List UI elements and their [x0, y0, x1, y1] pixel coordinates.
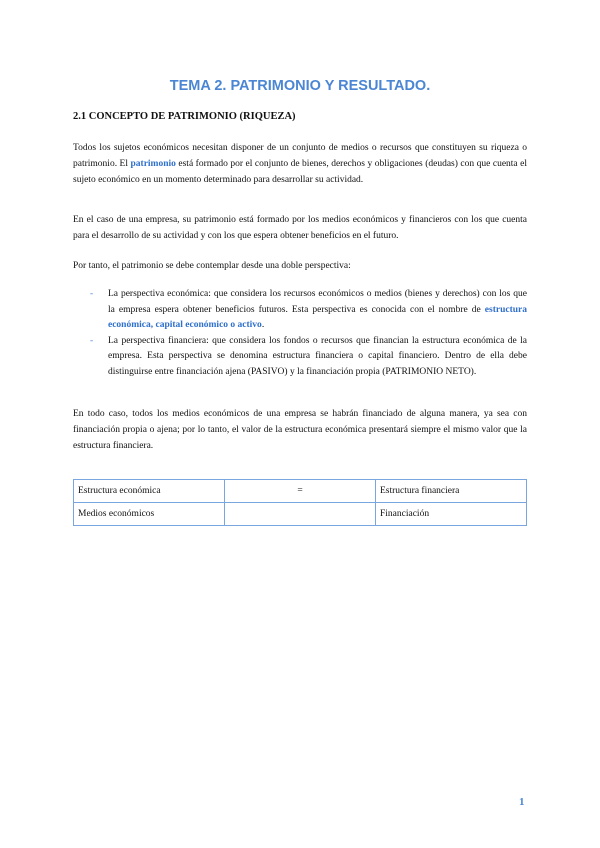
bullet-dash: -: [90, 335, 94, 346]
bullet-dash: -: [90, 289, 94, 299]
table-row: [74, 480, 527, 503]
list-item-text: .: [261, 320, 265, 330]
list-item-text: La perspectiva económica: que considera los recursos económicos o medios (bienes y derechos) con los que la empresa espera obtener beneficios futuros. Esta perspectiva es conocida con el nombre de: [108, 289, 527, 315]
document-title: TEMA 2. PATRIMONIO Y RESULTADO.: [169, 78, 431, 94]
table-cell: Estructura económica: [74, 480, 225, 503]
table-cell: =: [225, 480, 376, 503]
page-number: 1: [519, 796, 525, 808]
paragraph-text: está formado por el conjunto de bienes, derechos y obligaciones (deudas) con que cuenta el sujeto económico en un momento determinado para desarrollar su actividad.: [73, 159, 527, 185]
highlight-term-estructura-economica: estructura económica, capital económico o activo: [108, 304, 527, 330]
list-item-text: La perspectiva financiera: que considera los fondos o recursos que financian la estructura económica de la empresa. Esta perspectiva se denomina estructura financiera o capital financiero. Dentro de ella debe distinguirse entre financiación ajena (PASIVO) y la financiación propia (PATRIMONIO NETO).: [108, 335, 527, 377]
paragraph-company: En el caso de una empresa, su patrimonio está formado por los medios económicos y financieros con los que cuenta para el desarrollo de su actividad y con los que espera obtener beneficios en el futuro.: [73, 215, 527, 241]
section-heading: 2.1 CONCEPTO DE PATRIMONIO (RIQUEZA): [73, 111, 296, 122]
table-row: [74, 503, 527, 526]
table-cell: Financiación: [376, 503, 527, 526]
list-item: [90, 334, 527, 381]
table-cell: [225, 503, 376, 526]
structure-table: [73, 479, 527, 526]
highlight-term-patrimonio: patrimonio: [130, 159, 176, 169]
perspective-list: [90, 287, 527, 380]
paragraph-conclusion: En todo caso, todos los medios económicos de una empresa se habrán financiado de alguna manera, ya sea con financiación propia o ajena; por lo tanto, el valor de la estructura económica presentará siempre el mismo valor que la estructura financiera.: [73, 409, 527, 451]
paragraph-perspective: Por tanto, el patrimonio se debe contemplar desde una doble perspectiva:: [73, 261, 351, 271]
paragraph-intro: [73, 140, 527, 188]
list-item: [90, 287, 527, 334]
table-cell: Medios económicos: [74, 503, 225, 526]
table-cell: Estructura financiera: [376, 480, 527, 503]
paragraph-text: Todos los sujetos económicos necesitan disponer de un conjunto de medios o recursos que constituyen su riqueza o patrimonio. El: [73, 143, 527, 169]
